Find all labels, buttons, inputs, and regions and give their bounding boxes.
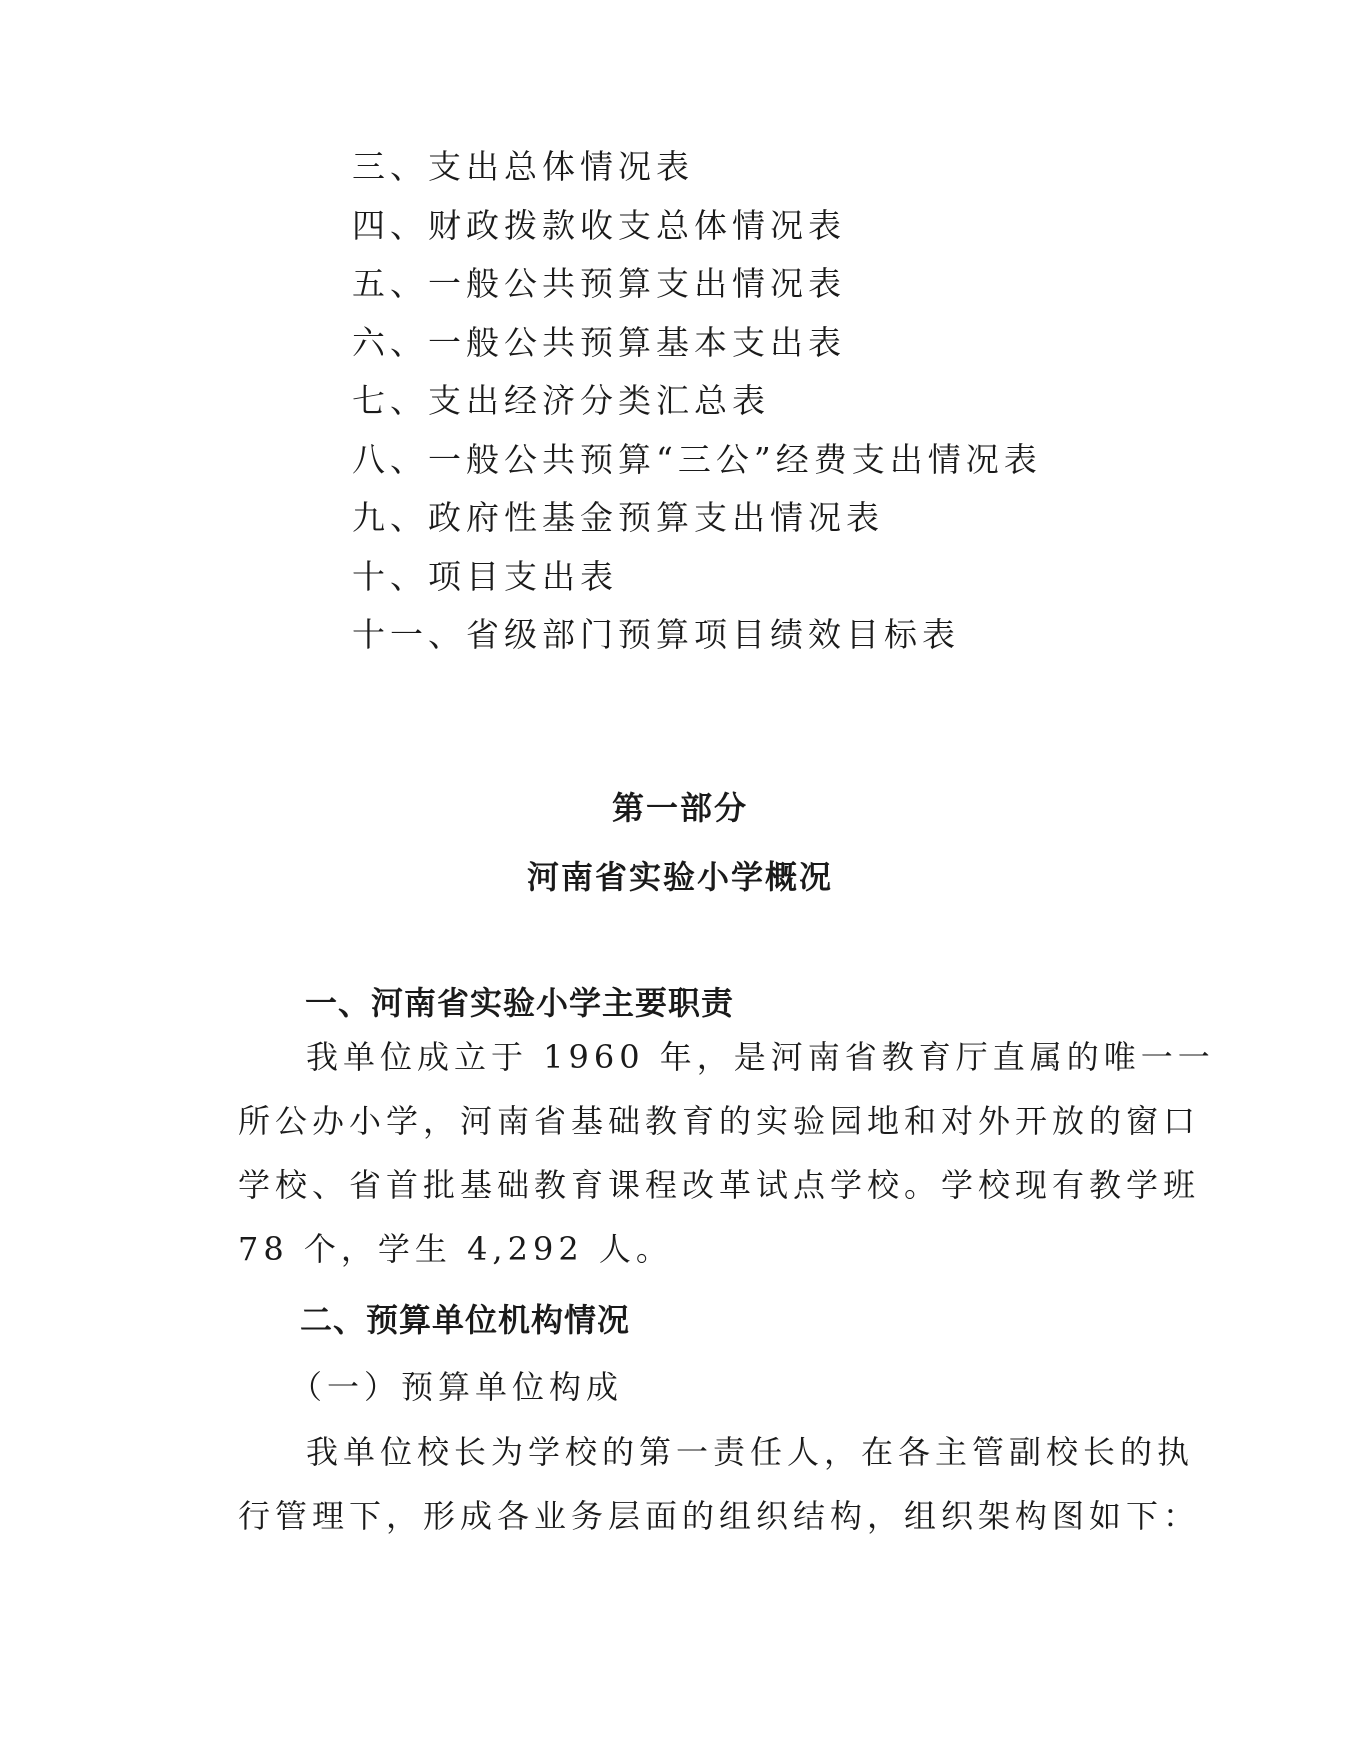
table-of-contents: [352, 138, 1042, 665]
section-heading-organization: 二、预算单位机构情况: [300, 1301, 631, 1339]
section-heading-duties: 一、河南省实验小学主要职责: [305, 984, 735, 1022]
toc-item: 七、支出经济分类汇总表: [352, 381, 770, 420]
toc-item: 八、一般公共预算“三公”经费支出情况表: [352, 439, 1042, 479]
toc-item: 九、政府性基金预算支出情况表: [352, 498, 884, 537]
toc-item: 十一、省级部门预算项目绩效目标表: [352, 615, 960, 654]
paragraph-line: 所公办小学，河南省基础教育的实验园地和对外开放的窗口: [238, 1102, 1201, 1140]
paragraph-line: 行管理下，形成各业务层面的组织结构，组织架构图如下：: [238, 1497, 1201, 1535]
paragraph-line: 我单位成立于 1960 年，是河南省教育厅直属的唯一一: [306, 1038, 1215, 1076]
paragraph-line: 我单位校长为学校的第一责任人，在各主管副校长的执: [306, 1433, 1195, 1471]
toc-item: 十、项目支出表: [352, 556, 618, 596]
part-label: 第一部分: [611, 789, 748, 827]
organization-paragraph: [238, 1420, 1201, 1548]
part-title: 河南省实验小学概况: [526, 858, 833, 896]
duties-paragraph: [238, 1025, 1215, 1281]
toc-item: 六、一般公共预算基本支出表: [352, 322, 846, 362]
subsection-heading: （一）预算单位构成: [290, 1368, 624, 1406]
paragraph-line: 78 个，学生 4,292 人。: [238, 1230, 673, 1268]
paragraph-line: 学校、省首批基础教育课程改革试点学校。学校现有教学班: [238, 1166, 1201, 1204]
toc-item: 四、财政拨款收支总体情况表: [352, 205, 846, 245]
toc-item: 三、支出总体情况表: [352, 147, 694, 186]
toc-item: 五、一般公共预算支出情况表: [352, 264, 846, 303]
